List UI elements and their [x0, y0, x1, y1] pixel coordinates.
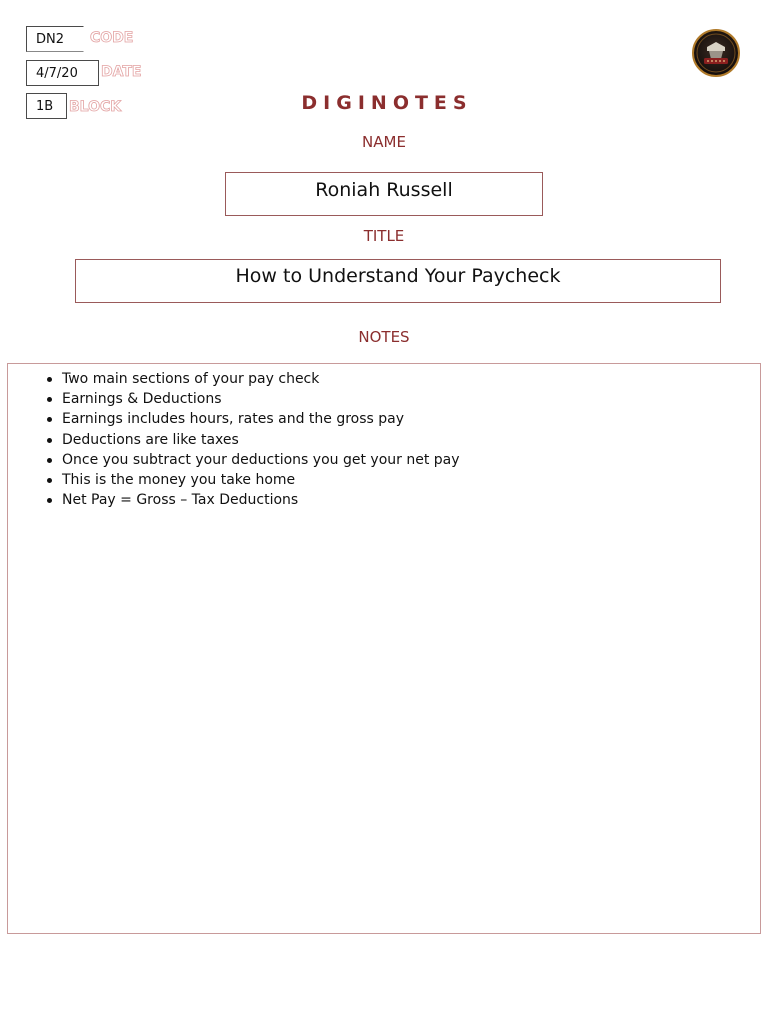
list-item: This is the money you take home — [62, 470, 760, 490]
list-item: Earnings & Deductions — [62, 389, 760, 409]
list-item: Deductions are like taxes — [62, 430, 760, 450]
date-label: DATE — [101, 64, 142, 80]
code-field[interactable]: DN2 — [26, 26, 84, 52]
school-crest-icon — [692, 29, 740, 77]
name-label: NAME — [362, 133, 406, 151]
notes-area[interactable] — [7, 363, 761, 934]
notes-label: NOTES — [358, 328, 410, 346]
code-label: CODE — [90, 30, 134, 46]
brand-title: DIGINOTES — [301, 92, 473, 114]
date-field[interactable]: 4/7/20 — [26, 60, 99, 86]
list-item: Once you subtract your deductions you get your net pay — [62, 450, 760, 470]
name-field[interactable]: Roniah Russell — [225, 172, 543, 216]
list-item: Earnings includes hours, rates and the gross pay — [62, 409, 760, 429]
title-field[interactable]: How to Understand Your Paycheck — [75, 259, 721, 303]
list-item: Net Pay = Gross – Tax Deductions — [62, 490, 760, 510]
title-label: TITLE — [363, 227, 405, 245]
block-label: BLOCK — [69, 99, 122, 115]
block-field[interactable]: 1B — [26, 93, 67, 119]
notes-list — [8, 364, 760, 510]
list-item: Two main sections of your pay check — [62, 369, 760, 389]
